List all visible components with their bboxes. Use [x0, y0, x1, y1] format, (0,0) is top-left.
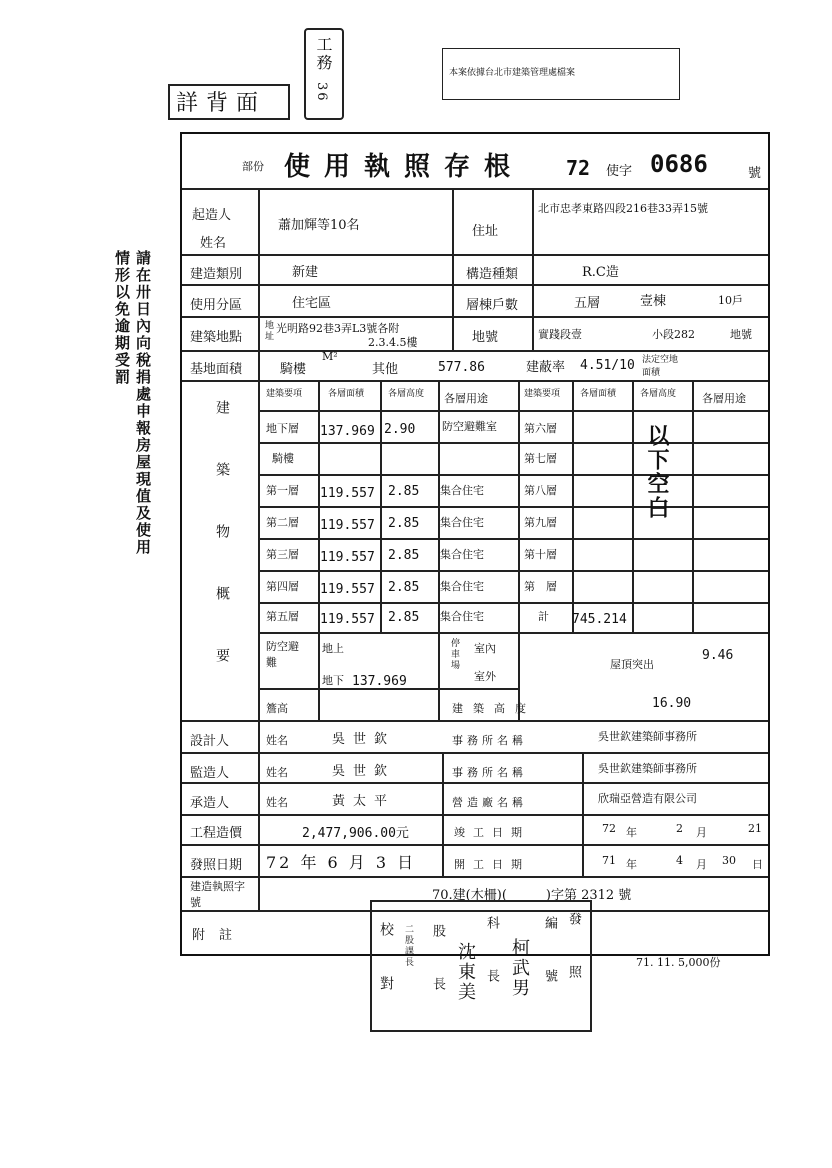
- rule: [182, 284, 768, 286]
- floor-name-10: 第十層: [524, 548, 557, 561]
- supervisor-office-label: 事務所名稱: [452, 766, 527, 779]
- floor-name-1: 第一層: [266, 484, 299, 497]
- eave-label: 簷高: [266, 702, 288, 715]
- floors-value-2: 壹棟: [640, 294, 667, 309]
- floor-name-3: 第三層: [266, 548, 299, 561]
- form-title: 使用執照存根: [284, 152, 525, 182]
- designer-name-label: 姓名: [266, 734, 288, 747]
- print-info: 71. 11. 5,000份: [636, 956, 721, 969]
- floor-name-5: 第五層: [266, 610, 299, 623]
- stamp-see-back: [168, 84, 290, 120]
- supervisor-name: 吳世欽: [332, 764, 396, 779]
- lot-value-3: 地號: [730, 328, 752, 341]
- builder-name: 蕭加輝等10名: [278, 218, 360, 233]
- title-mid: 使字: [606, 164, 633, 179]
- designer-label: 設計人: [190, 734, 230, 749]
- blank-note: 以下空白: [644, 424, 670, 520]
- start-month: 4: [676, 854, 683, 867]
- finish-label: 竣工日期: [454, 826, 530, 839]
- rule: [258, 632, 768, 634]
- col-header-8: 各層用途: [702, 392, 746, 405]
- stamp-archive-text: 本案依據台北市建築管理處檔案: [449, 68, 576, 78]
- floor-height-3: 2.85: [388, 548, 420, 563]
- lot-value-2: 小段282: [652, 328, 695, 341]
- issue-label: 發照日期: [190, 858, 243, 873]
- col-header-4: 各層用途: [444, 392, 488, 405]
- floor-name-n: 第 層: [524, 580, 557, 593]
- builder-label-2: 姓名: [200, 236, 227, 251]
- approval-name-2: 柯武男: [509, 938, 530, 998]
- supervisor-office: 吳世欽建築師事務所: [598, 762, 697, 775]
- site-address-label: 地址: [263, 320, 273, 342]
- build-type-label: 建造類別: [190, 267, 243, 282]
- rule: [442, 752, 444, 878]
- site-value-1: 光明路92巷3弄L3號各附: [276, 322, 400, 335]
- floor-name-2: 第二層: [266, 516, 299, 529]
- title-number: 0686: [650, 150, 708, 178]
- title-suffix: 號: [748, 166, 762, 181]
- rule: [182, 782, 768, 784]
- stamp-work: [304, 28, 344, 120]
- contractor-name: 黃太平: [332, 794, 396, 809]
- building-side-label: 建築物概要: [214, 400, 230, 710]
- shelter-label: 防空避難: [266, 640, 299, 669]
- start-month-char: 月: [696, 858, 707, 871]
- above-label: 地上: [322, 642, 344, 655]
- rule: [632, 380, 634, 632]
- address-label: 住址: [472, 224, 499, 239]
- roof-label: 屋頂突出: [610, 658, 654, 671]
- floor-area-1: 119.557: [320, 486, 375, 501]
- parking-label: 停車場: [449, 638, 459, 671]
- other-value: 577.86: [438, 360, 485, 375]
- floor-area-4: 119.557: [320, 582, 375, 597]
- builder-label-1: 起造人: [192, 208, 232, 223]
- other-label: 其他: [372, 362, 399, 377]
- rule: [182, 876, 768, 878]
- col-header-2: 各層面積: [328, 389, 365, 399]
- zone-label: 使用分區: [190, 298, 243, 313]
- rule: [452, 188, 454, 350]
- floor-use-3: 集合住宅: [440, 548, 484, 561]
- floor-area-b1: 137.969: [320, 424, 375, 439]
- floors-label: 層棟戶數: [466, 298, 519, 313]
- approval-head: 科長: [484, 916, 499, 1022]
- indoor-label: 室內: [474, 642, 496, 655]
- rule: [692, 380, 694, 632]
- coverage-label: 建蔽率: [526, 360, 566, 375]
- start-year-char: 年: [626, 858, 637, 871]
- rule: [182, 380, 768, 382]
- rule: [572, 380, 574, 632]
- issue-value: 72 年 6 月 3 日: [266, 853, 417, 872]
- col-header-1: 建築要項: [266, 389, 303, 399]
- approval-section: 二股課長: [403, 924, 413, 968]
- start-year: 71: [602, 854, 616, 867]
- cost-label: 工程造價: [190, 826, 243, 841]
- base-area-label: 基地面積: [190, 362, 243, 377]
- finish-month: 2: [676, 822, 683, 835]
- start-day-char: 日: [752, 858, 763, 871]
- permit-value: 70.建(木柵)( )字第 2312 號: [432, 888, 632, 903]
- stamp-archive: [442, 48, 680, 100]
- outdoor-label: 室外: [474, 670, 496, 683]
- col-header-7: 各層高度: [640, 389, 677, 399]
- stamp-work-text: 工務: [314, 36, 333, 72]
- col-header-3: 各層高度: [388, 389, 425, 399]
- title-year: 72: [566, 156, 591, 180]
- designer-office: 吳世欽建築師事務所: [598, 730, 697, 743]
- site-value-2: 2.3.4.5樓: [368, 336, 418, 349]
- roof-value: 9.46: [702, 648, 734, 663]
- zone-value: 住宅區: [292, 296, 332, 311]
- approval-name-1: 沈東美: [455, 942, 476, 1002]
- floor-name-8: 第八層: [524, 484, 557, 497]
- rule: [532, 188, 534, 350]
- floor-height-4: 2.85: [388, 580, 420, 595]
- stamp-work-no: 36: [314, 82, 329, 103]
- finish-day: 21: [748, 822, 762, 835]
- start-label: 開工日期: [454, 858, 530, 871]
- structure-value: R.C造: [582, 265, 619, 280]
- floor-area-5: 119.557: [320, 612, 375, 627]
- designer-name: 吳世欽: [332, 732, 396, 747]
- approval-number: 編號: [542, 916, 557, 1022]
- stamp-see-back-text: 詳背面: [176, 91, 267, 116]
- finish-month-char: 月: [696, 826, 707, 839]
- floor-name-6: 第六層: [524, 422, 557, 435]
- rule: [182, 752, 768, 754]
- finish-year: 72: [602, 822, 616, 835]
- floors-value-1: 五層: [574, 296, 601, 311]
- building-height-value: 16.90: [652, 696, 692, 711]
- floor-use-4: 集合住宅: [440, 580, 484, 593]
- permit-label: 建造執照字號: [190, 880, 245, 909]
- floor-name-4: 第四層: [266, 580, 299, 593]
- floor-use-1: 集合住宅: [440, 484, 484, 497]
- col-header-5: 建築要項: [524, 389, 561, 399]
- rule: [182, 720, 768, 722]
- floor-height-2: 2.85: [388, 516, 420, 531]
- rule: [182, 188, 768, 190]
- below-label: 地下: [322, 674, 344, 687]
- floors-value-3: 10戶: [718, 294, 743, 307]
- coverage-value: 4.51/10: [580, 358, 635, 373]
- rule: [182, 316, 768, 318]
- building-height-label: 建築高度: [452, 702, 536, 715]
- left-tax-note: 請在卅日內向稅捐處申報房屋現值及使用情形以免逾期受罰: [113, 250, 152, 556]
- start-day: 30: [722, 854, 736, 867]
- permit-form: [180, 132, 770, 956]
- approval-proofread: 校對: [378, 922, 394, 1030]
- approval-chief: 股長: [430, 924, 445, 1030]
- lot-value-1: 實踐段壹: [538, 328, 582, 341]
- col-header-6: 各層面積: [580, 389, 617, 399]
- rule: [380, 380, 382, 632]
- floor-use-2: 集合住宅: [440, 516, 484, 529]
- structure-label: 構造種類: [466, 267, 519, 282]
- lot-label: 地號: [472, 330, 499, 345]
- floor-area-2: 119.557: [320, 518, 375, 533]
- attach-label: 附註: [192, 928, 247, 943]
- total-value: 745.214: [572, 612, 627, 627]
- arcade-unit: M²: [322, 350, 338, 363]
- contractor-name-label: 姓名: [266, 796, 288, 809]
- floor-use-5: 集合住宅: [440, 610, 484, 623]
- designer-office-label: 事務所名稱: [452, 734, 527, 747]
- approval-issue: 發照: [566, 912, 581, 1018]
- contractor-company: 欣瑞亞營造有限公司: [598, 792, 697, 805]
- open-space-label: 法定空地面積: [642, 355, 679, 378]
- rule: [182, 254, 768, 256]
- cost-value: 2,477,906.00元: [302, 826, 409, 841]
- supervisor-label: 監造人: [190, 766, 230, 781]
- total-label: 計: [538, 610, 549, 623]
- floor-height-1: 2.85: [388, 484, 420, 499]
- floor-name-9: 第九層: [524, 516, 557, 529]
- contractor-label: 承造人: [190, 796, 230, 811]
- title-prefix: 部份: [242, 160, 264, 173]
- rule: [182, 844, 768, 846]
- supervisor-name-label: 姓名: [266, 766, 288, 779]
- below-value: 137.969: [352, 674, 407, 689]
- floor-name-7: 第七層: [524, 452, 557, 465]
- site-label: 建築地點: [190, 330, 243, 345]
- floor-use-b1: 防空避難室: [442, 420, 497, 433]
- floor-area-3: 119.557: [320, 550, 375, 565]
- finish-year-char: 年: [626, 826, 637, 839]
- floor-height-5: 2.85: [388, 610, 420, 625]
- rule: [582, 752, 584, 878]
- floor-name-b1: 地下層: [266, 422, 299, 435]
- build-type-value: 新建: [292, 265, 319, 280]
- arcade-label: 騎樓: [280, 362, 307, 377]
- rule: [182, 814, 768, 816]
- address-value: 北市忠孝東路四段216巷33弄15號: [538, 202, 708, 215]
- floor-name-arcade: 騎樓: [272, 452, 294, 465]
- contractor-company-label: 營造廠名稱: [452, 796, 527, 809]
- rule: [518, 380, 520, 720]
- floor-height-b1: 2.90: [384, 422, 416, 437]
- approval-block: [370, 900, 592, 1032]
- rule: [258, 188, 260, 910]
